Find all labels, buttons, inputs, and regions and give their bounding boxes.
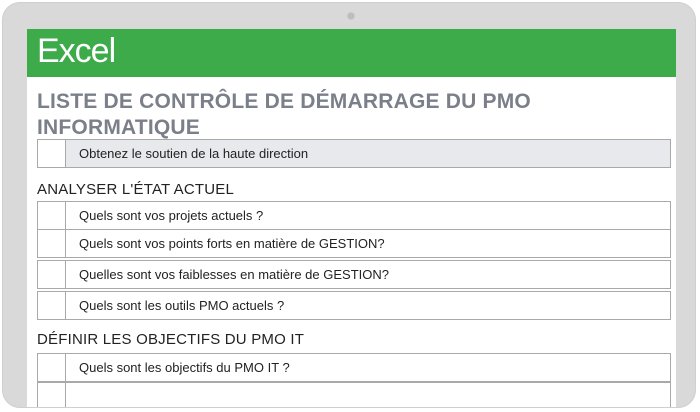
task-row — [37, 229, 671, 258]
task-label: Obtenez le soutien de la haute direction — [79, 146, 309, 161]
task-label — [66, 383, 670, 407]
task-row — [37, 260, 671, 289]
document-title: LISTE DE CONTRÔLE DE DÉMARRAGE DU PMO INFORMATIQUE — [37, 90, 531, 139]
task-checkbox[interactable] — [38, 230, 66, 257]
task-label: Quels sont vos points forts en matière de GESTION? — [79, 236, 385, 251]
tablet-frame — [2, 2, 696, 408]
task-row — [37, 382, 671, 407]
section-heading: ANALYSER L'ÉTAT ACTUEL — [37, 181, 235, 198]
task-label: Quels sont vos projets actuels ? — [79, 208, 264, 223]
task-row-intro — [37, 139, 671, 168]
task-row — [37, 291, 671, 320]
task-row — [37, 353, 671, 382]
task-checkbox[interactable] — [38, 383, 66, 407]
task-row — [37, 201, 671, 230]
task-label: Quels sont les outils PMO actuels ? — [79, 298, 285, 313]
camera-icon — [347, 12, 355, 20]
task-label: Quels sont les objectifs du PMO IT ? — [79, 360, 290, 375]
section-heading: DÉFINIR LES OBJECTIFS DU PMO IT — [37, 331, 305, 348]
task-checkbox[interactable] — [38, 261, 66, 288]
task-checkbox[interactable] — [38, 202, 66, 229]
task-label: Quelles sont vos faiblesses en matière de GESTION? — [79, 267, 389, 282]
task-checkbox[interactable] — [38, 292, 66, 319]
screen — [27, 29, 676, 407]
task-checkbox[interactable] — [38, 354, 66, 381]
app-title: Excel — [37, 32, 116, 70]
app-header — [27, 29, 676, 77]
task-checkbox[interactable] — [38, 140, 66, 167]
